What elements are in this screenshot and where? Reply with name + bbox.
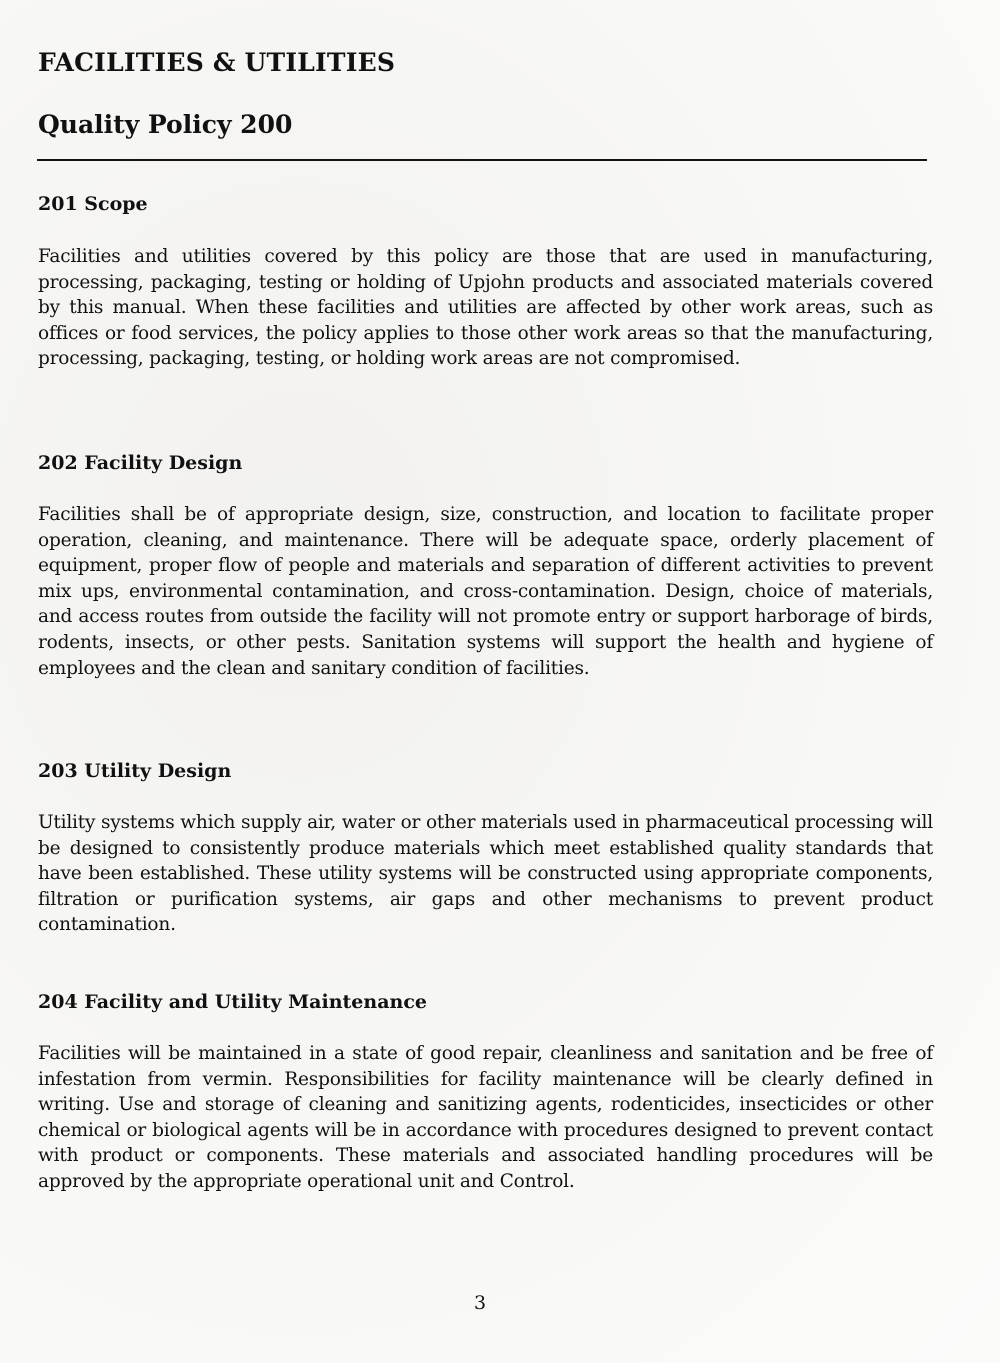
- horizontal-divider: [37, 159, 927, 161]
- section-body-facility-design: Facilities shall be of appropriate design, size, construction, and location to facilitate proper operation, cleaning, and maintenance. There will be adequate space, orderly placement of equipment, proper flow of people and materials and separation of different activities to prevent mix ups, environmental contamination, and cross-contamination. Design, choice of materials, and access routes from outside the facility will not promote entry or support harborage of birds, rodents, insects, or other pests. Sanitation systems will support the health and hygiene of employees and the clean and sanitary condition of facilities.: [38, 504, 933, 679]
- document-subtitle: Quality Policy 200: [38, 110, 293, 139]
- document-title: FACILITIES & UTILITIES: [38, 48, 396, 77]
- section-heading-maintenance: 204 Facility and Utility Maintenance: [38, 991, 427, 1013]
- section-body-maintenance: Facilities will be maintained in a state of good repair, cleanliness and sanitation and be free of infestation from vermin. Responsibilities for facility maintenance will be clearly defined in writing. Use and storage of cleaning and sanitizing agents, rodenticides, insecticides or other chemical or biological agents will be in accordance with procedures designed to prevent contact with product or components. These materials and associated handling procedures will be approved by the appropriate operational unit and Control.: [38, 1043, 933, 1192]
- section-body-utility-design: Utility systems which supply air, water or other materials used in pharmaceutical processing will be designed to consistently produce materials which meet established quality standards that have been established. These utility systems will be constructed using appropriate components, filtration or purification systems, air gaps and other mechanisms to prevent product contamination.: [38, 812, 933, 936]
- section-heading-scope: 201 Scope: [38, 193, 148, 215]
- section-heading-facility-design: 202 Facility Design: [38, 452, 243, 474]
- section-body-scope: Facilities and utilities covered by this policy are those that are used in manufacturing, processing, packaging, testing or holding of Upjohn products and associated materials covered by this manual. When these facilities and utilities are affected by other work areas, such as offices or food services, the policy applies to those other work areas so that the manufacturing, processing, packaging, testing, or holding work areas are not compromised.: [38, 246, 933, 370]
- page-number: 3: [474, 1292, 487, 1314]
- section-heading-utility-design: 203 Utility Design: [38, 760, 232, 782]
